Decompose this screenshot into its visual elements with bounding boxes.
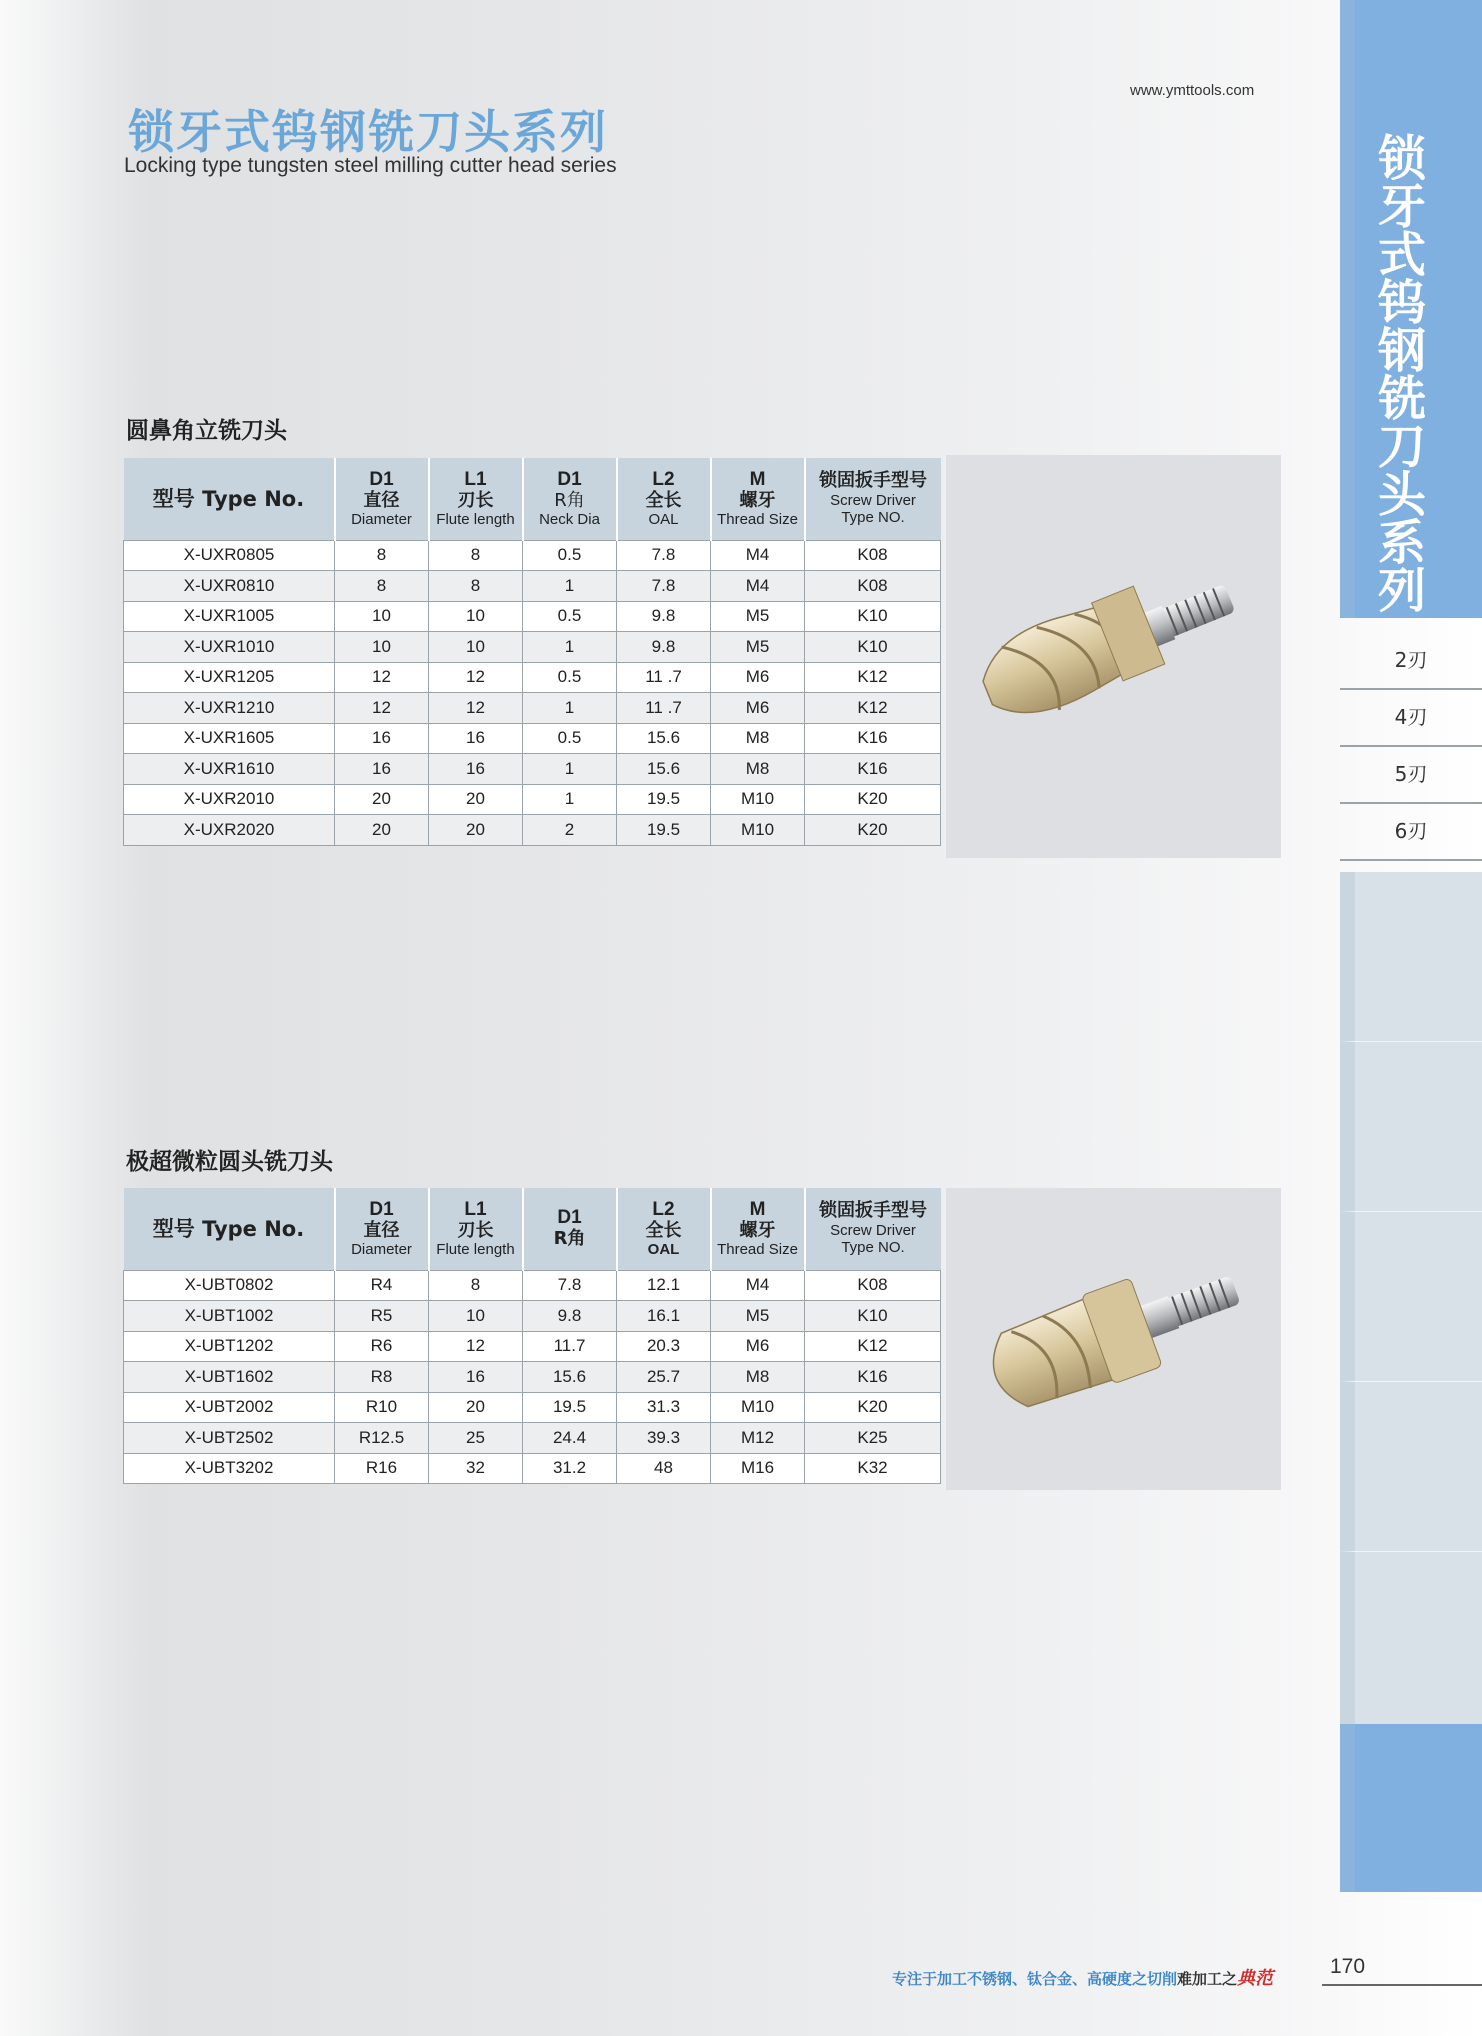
table-cell: M8	[711, 754, 805, 785]
table-cell: 11.7	[523, 1331, 617, 1362]
header-diameter: D1 直径 Diameter	[335, 1188, 429, 1270]
table-cell: 20	[429, 815, 523, 846]
table-cell: 19.5	[523, 1392, 617, 1423]
side-tab-bottom-block	[1340, 1724, 1482, 1892]
table-cell: 15.6	[617, 754, 711, 785]
table-cell: K12	[805, 693, 941, 724]
table-cell: X-UBT2002	[124, 1392, 335, 1423]
table-cell: K08	[805, 1270, 941, 1301]
table-cell: 8	[335, 540, 429, 571]
table-cell: 16	[429, 754, 523, 785]
table-cell: K32	[805, 1453, 941, 1484]
header-type-no: 型号 Type No.	[124, 1188, 335, 1270]
side-title-char: 铣	[1377, 371, 1426, 427]
table-cell: 10	[335, 601, 429, 632]
side-tab-title	[1372, 131, 1432, 619]
table-cell: 25	[429, 1423, 523, 1454]
table-cell: 9.8	[617, 632, 711, 663]
table-cell: 8	[429, 1270, 523, 1301]
table-cell: 15.6	[617, 723, 711, 754]
table-cell: 16.1	[617, 1301, 711, 1332]
side-panel	[1340, 1212, 1482, 1382]
table-cell: K16	[805, 1362, 941, 1393]
table-cell: R10	[335, 1392, 429, 1423]
table-cell: K10	[805, 632, 941, 663]
table-row	[124, 784, 941, 815]
header-screw-driver: 锁固扳手型号 Screw Driver Type NO.	[805, 458, 941, 540]
table-cell: X-UXR1210	[124, 693, 335, 724]
table-cell: 16	[335, 723, 429, 754]
table-row	[124, 693, 941, 724]
table-cell: X-UXR1205	[124, 662, 335, 693]
table-row	[124, 754, 941, 785]
table-cell: 0.5	[523, 601, 617, 632]
page-number-rule	[1322, 1984, 1482, 1986]
table-row	[124, 1453, 941, 1484]
table-cell: R5	[335, 1301, 429, 1332]
header-type-no: 型号 Type No.	[124, 458, 335, 540]
side-panel	[1340, 1382, 1482, 1552]
table-cell: 31.3	[617, 1392, 711, 1423]
table-cell: K20	[805, 815, 941, 846]
table-cell: M10	[711, 1392, 805, 1423]
table-cell: 31.2	[523, 1453, 617, 1484]
table-row	[124, 1392, 941, 1423]
side-panel	[1340, 1042, 1482, 1212]
table-cell: K08	[805, 540, 941, 571]
table-cell: 48	[617, 1453, 711, 1484]
side-title-char: 牙	[1377, 179, 1426, 235]
table-cell: 20	[335, 815, 429, 846]
table-cell: 12	[429, 662, 523, 693]
table-cell: M5	[711, 601, 805, 632]
table-row	[124, 632, 941, 663]
table-cell: X-UXR0805	[124, 540, 335, 571]
table-cell: X-UXR1005	[124, 601, 335, 632]
header-screw-driver: 锁固扳手型号 Screw Driver Type NO.	[805, 1188, 941, 1270]
table-cell: X-UBT1602	[124, 1362, 335, 1393]
table-cell: 7.8	[523, 1270, 617, 1301]
table-row	[124, 601, 941, 632]
table-cell: M5	[711, 1301, 805, 1332]
table-cell: X-UBT1002	[124, 1301, 335, 1332]
table-row	[124, 540, 941, 571]
table-cell: K12	[805, 1331, 941, 1362]
table-cell: 1	[523, 632, 617, 663]
table-cell: M6	[711, 1331, 805, 1362]
header-thread-size: M 螺牙 Thread Size	[711, 1188, 805, 1270]
page-title-cn: 锁牙式钨钢铣刀头系列	[128, 105, 608, 159]
side-title-char: 刀	[1377, 419, 1426, 475]
table-row	[124, 571, 941, 602]
website-url: www.ymttools.com	[1130, 82, 1255, 99]
side-title-char: 式	[1377, 227, 1426, 283]
table-cell: 19.5	[617, 815, 711, 846]
table-cell: K12	[805, 662, 941, 693]
side-title-char: 钨	[1377, 275, 1426, 331]
side-title-char: 锁	[1377, 131, 1426, 187]
table-cell: 24.4	[523, 1423, 617, 1454]
header-r-angle: D1 R角 Neck Dia	[523, 458, 617, 540]
side-tab-5-flute[interactable]: 5刃	[1340, 746, 1482, 804]
table-cell: X-UBT3202	[124, 1453, 335, 1484]
table-cell: 15.6	[523, 1362, 617, 1393]
table-cell: 11 .7	[617, 662, 711, 693]
side-tab-4-flute[interactable]: 4刃	[1340, 689, 1482, 747]
table-cell: 11 .7	[617, 693, 711, 724]
table-cell: 20.3	[617, 1331, 711, 1362]
table-cell: 20	[335, 784, 429, 815]
footer-slogan: 专注于加工不锈钢、钛合金、高硬度之切削难加工之典范	[892, 1968, 1274, 1989]
header-r-angle: D1 R角	[523, 1188, 617, 1270]
table-cell: 32	[429, 1453, 523, 1484]
table-cell: 16	[335, 754, 429, 785]
table-row	[124, 1270, 941, 1301]
table-cell: 12.1	[617, 1270, 711, 1301]
table-cell: K08	[805, 571, 941, 602]
table-cell: 19.5	[617, 784, 711, 815]
table-cell: 7.8	[617, 540, 711, 571]
table-cell: K10	[805, 601, 941, 632]
table-cell: K25	[805, 1423, 941, 1454]
ball-nose-cutter-icon	[946, 1188, 1281, 1490]
table-cell: 7.8	[617, 571, 711, 602]
product-image-ball-nose-cutter	[946, 1188, 1281, 1490]
table-cell: R4	[335, 1270, 429, 1301]
table-cell: M12	[711, 1423, 805, 1454]
table-row	[124, 723, 941, 754]
table-cell: 12	[335, 662, 429, 693]
table-cell: 2	[523, 815, 617, 846]
header-diameter: D1 直径 Diameter	[335, 458, 429, 540]
side-title-char: 系	[1377, 515, 1426, 571]
table-cell: 25.7	[617, 1362, 711, 1393]
table-cell: 20	[429, 784, 523, 815]
side-title-char: 头	[1377, 467, 1426, 523]
table-cell: M4	[711, 540, 805, 571]
table-cell: 12	[429, 1331, 523, 1362]
table-cell: R8	[335, 1362, 429, 1393]
side-panel	[1340, 1552, 1482, 1724]
table-cell: M16	[711, 1453, 805, 1484]
table-cell: 10	[429, 601, 523, 632]
section-title-ball-nose: 极超微粒圆头铣刀头	[126, 1149, 333, 1175]
table-cell: M8	[711, 723, 805, 754]
table-cell: X-UXR2010	[124, 784, 335, 815]
spec-table-corner-radius	[123, 458, 941, 846]
table-cell: 8	[429, 571, 523, 602]
table-cell: 0.5	[523, 540, 617, 571]
table-cell: 16	[429, 1362, 523, 1393]
table-row	[124, 1423, 941, 1454]
table-cell: 9.8	[617, 601, 711, 632]
table-cell: K10	[805, 1301, 941, 1332]
header-flute-length: L1 刃长 Flute length	[429, 458, 523, 540]
table-cell: 20	[429, 1392, 523, 1423]
table-cell: M4	[711, 571, 805, 602]
corner-radius-cutter-icon	[946, 455, 1281, 858]
table-cell: M10	[711, 784, 805, 815]
table-cell: R12.5	[335, 1423, 429, 1454]
table-cell: M6	[711, 693, 805, 724]
table-cell: 12	[335, 693, 429, 724]
table-cell: 8	[335, 571, 429, 602]
table-cell: 10	[429, 1301, 523, 1332]
product-image-corner-radius-cutter	[946, 455, 1281, 858]
table-cell: X-UXR2020	[124, 815, 335, 846]
table-row	[124, 1362, 941, 1393]
table-cell: M5	[711, 632, 805, 663]
table-row	[124, 1301, 941, 1332]
table-cell: 0.5	[523, 723, 617, 754]
table-cell: 1	[523, 754, 617, 785]
page-title-en: Locking type tungsten steel milling cutter head series	[124, 154, 617, 177]
table-cell: K20	[805, 1392, 941, 1423]
spec-table-ball-nose	[123, 1188, 941, 1484]
header-oal: L2 全长 OAL	[617, 458, 711, 540]
table-cell: X-UXR1010	[124, 632, 335, 663]
table-cell: 10	[335, 632, 429, 663]
table-cell: X-UBT2502	[124, 1423, 335, 1454]
table-cell: K16	[805, 723, 941, 754]
table-cell: X-UBT1202	[124, 1331, 335, 1362]
table-row	[124, 1331, 941, 1362]
table-cell: X-UXR1610	[124, 754, 335, 785]
section-title-corner-radius: 圆鼻角立铣刀头	[126, 418, 287, 444]
table-cell: 8	[429, 540, 523, 571]
table-cell: M4	[711, 1270, 805, 1301]
header-flute-length: L1 刃长 Flute length	[429, 1188, 523, 1270]
side-tab-2-flute[interactable]: 2刃	[1340, 632, 1482, 690]
table-cell: K20	[805, 784, 941, 815]
table-cell: 12	[429, 693, 523, 724]
table-cell: X-UBT0802	[124, 1270, 335, 1301]
table-cell: 1	[523, 571, 617, 602]
table-cell: M6	[711, 662, 805, 693]
header-oal: L2 全长 OAL	[617, 1188, 711, 1270]
page-number: 170	[1330, 1955, 1366, 1978]
table-cell: 1	[523, 784, 617, 815]
side-title-char: 列	[1377, 563, 1426, 619]
table-row	[124, 815, 941, 846]
table-cell: R16	[335, 1453, 429, 1484]
side-panel	[1340, 872, 1482, 1042]
table-cell: 16	[429, 723, 523, 754]
table-cell: X-UXR1605	[124, 723, 335, 754]
table-cell: 39.3	[617, 1423, 711, 1454]
table-cell: X-UXR0810	[124, 571, 335, 602]
table-cell: M8	[711, 1362, 805, 1393]
table-cell: R6	[335, 1331, 429, 1362]
side-tab-6-flute[interactable]: 6刃	[1340, 803, 1482, 861]
table-cell: K16	[805, 754, 941, 785]
table-cell: M10	[711, 815, 805, 846]
table-row	[124, 662, 941, 693]
side-title-char: 钢	[1377, 323, 1426, 379]
table-cell: 10	[429, 632, 523, 663]
table-cell: 0.5	[523, 662, 617, 693]
table-cell: 1	[523, 693, 617, 724]
header-thread-size: M 螺牙 Thread Size	[711, 458, 805, 540]
table-cell: 9.8	[523, 1301, 617, 1332]
